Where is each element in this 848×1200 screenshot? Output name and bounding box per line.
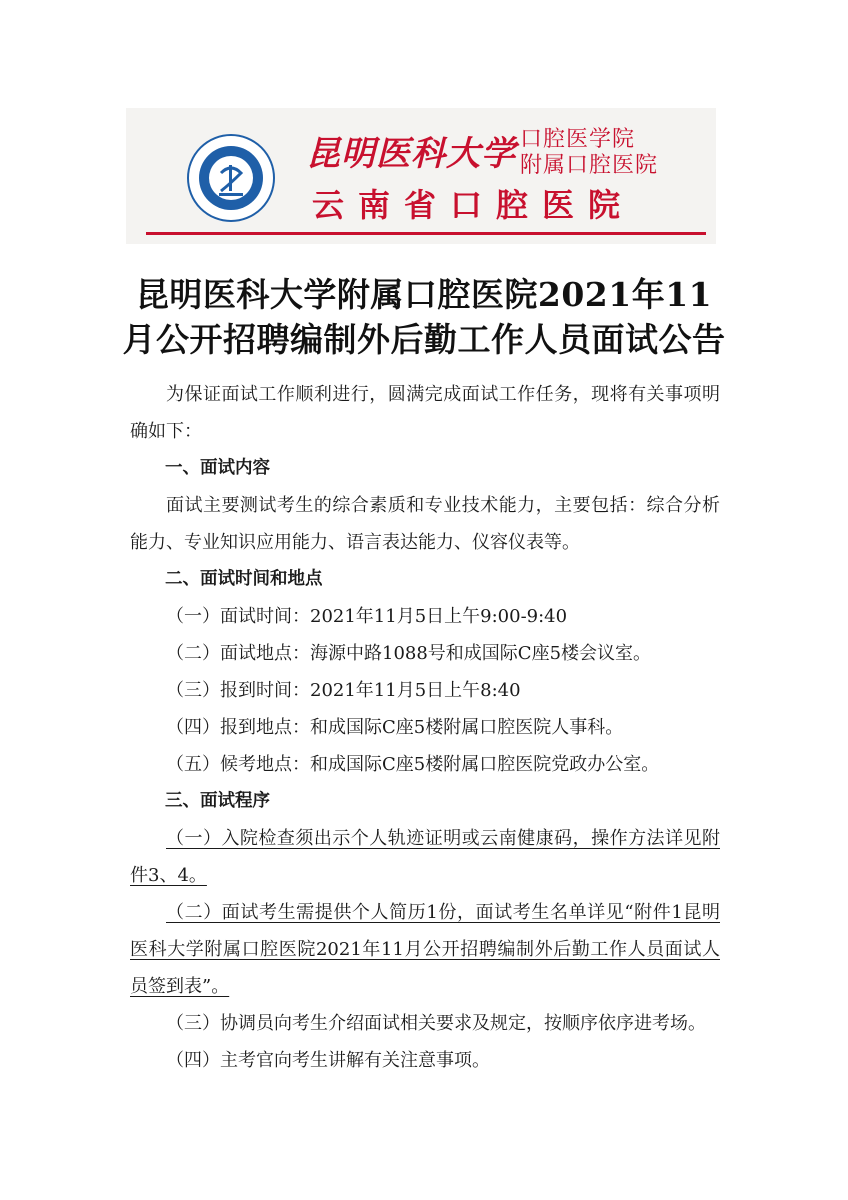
section-1-text: 面试主要测试考生的综合素质和专业技术能力，主要包括：综合分析能力、专业知识应用能力、语言表达能力、仪容仪表等。 [130, 495, 720, 553]
section-1-heading: 一、面试内容 [165, 458, 270, 478]
section-3-heading: 三、面试程序 [165, 791, 270, 811]
underlined-text: （一）入院检查须出示个人轨迹证明或云南健康码，操作方法详见附件3、4。 [130, 828, 720, 886]
section-2-item: （四）报到地点：和成国际C座5楼附属口腔医院人事科。 [166, 717, 624, 738]
document-title: 昆明医科大学附属口腔医院2021年11月公开招聘编制外后勤工作人员面试公告 [122, 275, 726, 359]
letterhead-divider [146, 232, 706, 235]
section-3-item [130, 894, 720, 1005]
intro-paragraph: 为保证面试工作顺利进行，圆满完成面试工作任务，现将有关事项明确如下： [130, 384, 720, 442]
section-3-item [130, 820, 720, 894]
letterhead [126, 108, 716, 244]
school-name: 昆明医科大学 [306, 134, 516, 174]
school-suffix-stomatology: 口腔医学院 [520, 127, 636, 152]
document-body [130, 376, 720, 1079]
section-2-item: （一）面试时间：2021年11月5日上午9:00-9:40 [166, 606, 568, 627]
section-2-item: （三）报到时间：2021年11月5日上午8:40 [166, 680, 521, 701]
section-2-item: （五）候考地点：和成国际C座5楼附属口腔医院党政办公室。 [166, 754, 660, 775]
section-2-item: （二）面试地点：海源中路1088号和成国际C座5楼会议室。 [166, 643, 652, 664]
hospital-name: 云南省口腔医院 [312, 186, 635, 224]
school-suffix-affiliated-hospital: 附属口腔医院 [520, 153, 659, 178]
section-3-item: （三）协调员向考生介绍面试相关要求及规定，按顺序依序进考场。 [166, 1013, 706, 1034]
underlined-text: （二）面试考生需提供个人简历1份，面试考生名单详见“附件1昆明医科大学附属口腔医院2021年11月公开招聘编制外后勤工作人员面试人员签到表”。 [130, 902, 720, 997]
section-3-item: （四）主考官向考生讲解有关注意事项。 [166, 1050, 490, 1071]
section-2-heading: 二、面试时间和地点 [165, 569, 323, 589]
university-seal-icon [186, 133, 276, 223]
